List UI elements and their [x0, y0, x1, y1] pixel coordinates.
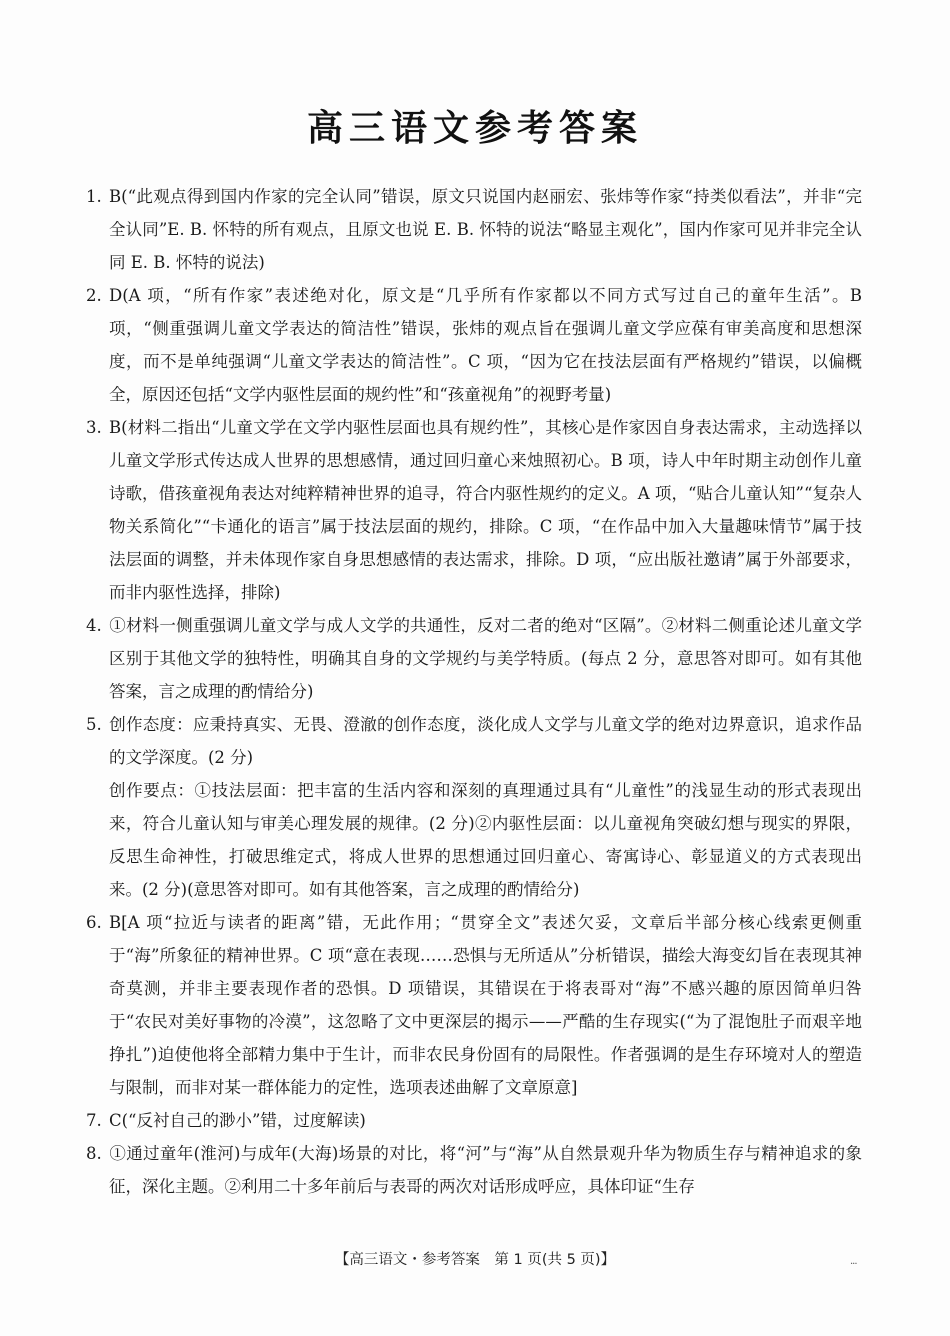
answer-number: 5. [86, 715, 102, 734]
page-title: 高三语文参考答案 [306, 108, 643, 149]
answer-item-8 [86, 1137, 862, 1203]
answer-item-1 [86, 180, 862, 279]
answer-text: ①材料一侧重强调儿童文学与成人文学的共通性，反对二者的绝对“区隔”。②材料二侧重论述儿童文学区别于其他文学的独特性，明确其自身的文学规约与美学特质。(每点 2 分，意思答对即可。如有其他答案，言之成理的酌情给分) [109, 616, 862, 701]
answer-item-3 [86, 411, 862, 609]
answer-text: 创作态度：应秉持真实、无畏、澄澈的创作态度，淡化成人文学与儿童文学的绝对边界意识，追求作品的文学深度。(2 分) [109, 715, 862, 767]
answer-number: 4. [86, 616, 102, 635]
answer-item-5 [86, 708, 862, 774]
answer-text: B(材料二指出“儿童文学在文学内驱性层面也具有规约性”，其核心是作家因自身表达需求，主动选择以儿童文学形式传达成人世界的思想感情，通过回归童心来烛照初心。B 项，诗人中年时期主动创作儿童诗歌，借孩童视角表达对纯粹精神世界的追寻，符合内驱性规约的定义。A 项，“贴合儿童认知”“复杂人物关系简化”“卡通化的语言”属于技法层面的规约，排除。C 项，“在作品中加入大量趣味情节”属于技法层面的调整，并未体现作家自身思想感情的表达需求，排除。D 项，“应出版社邀请”属于外部要求，而非内驱性选择，排除) [109, 418, 862, 602]
answer-number: 7. [86, 1111, 102, 1130]
answer-item-2 [86, 279, 862, 411]
footer-mark: ... [850, 1256, 857, 1267]
answer-text: C(“反衬自己的渺小”错，过度解读) [109, 1111, 366, 1130]
answer-number: 8. [86, 1144, 102, 1163]
answer-text: B[A 项“拉近与读者的距离”错，无此作用；“贯穿全文”表述欠妥，文章后半部分核心线索更侧重于“海”所象征的精神世界。C 项“意在表现……恐惧与无所适从”分析错误，描绘大海变幻旨在表现其神奇莫测，并非主要表现作者的恐惧。D 项错误，其错误在于将表哥对“海”不感兴趣的原因简单归咎于“农民对美好事物的冷漠”，这忽略了文中更深层的揭示——严酷的生存现实(“为了混饱肚子而艰辛地挣扎”)迫使他将全部精力集中于生计，而非农民身份固有的局限性。作者强调的是生存环境对人的塑造与限制，而非对某一群体能力的定性，选项表述曲解了文章原意] [109, 913, 862, 1097]
answer-text: ①通过童年(淮河)与成年(大海)场景的对比，将“河”与“海”从自然景观升华为物质生存与精神追求的象征，深化主题。②利用二十多年前后与表哥的两次对话形成呼应，具体印证“生存 [109, 1144, 862, 1196]
answer-text: B(“此观点得到国内作家的完全认同”错误，原文只说国内赵丽宏、张炜等作家“持类似看法”，并非“完全认同”E. B. 怀特的所有观点，且原文也说 E. B. 怀特的说法“略显主观化”，国内作家可见并非完全认同 E. B. 怀特的说法) [109, 187, 862, 272]
answer-number: 3. [86, 418, 102, 437]
answer-list [86, 180, 862, 1203]
page-footer: 【高三语文・参考答案 第 1 页(共 5 页)】 [334, 1252, 616, 1268]
answer-item-6 [86, 906, 862, 1104]
answer-item-4 [86, 609, 862, 708]
answer-item-7 [86, 1104, 862, 1137]
answer-number: 6. [86, 913, 102, 932]
answer-number: 1. [86, 187, 102, 206]
answer-number: 2. [86, 286, 102, 305]
answer-text: D(A 项，“所有作家”表述绝对化，原文是“几乎所有作家都以不同方式写过自己的童年生活”。B 项，“侧重强调儿童文学表达的简洁性”错误，张炜的观点旨在强调儿童文学应葆有审美高度和思想深度，而不是单纯强调“儿童文学表达的简洁性”。C 项，“因为它在技法层面有严格规约”错误，以偏概全，原因还包括“文学内驱性层面的规约性”和“孩童视角”的视野考量) [109, 286, 862, 404]
answer-item-5-continuation: 创作要点：①技法层面：把丰富的生活内容和深刻的真理通过具有“儿童性”的浅显生动的形式表现出来，符合儿童认知与审美心理发展的规律。(2 分)②内驱性层面：以儿童视角突破幻想与现实的界限，反思生命神性，打破思维定式，将成人世界的思想通过回归童心、寄寓诗心、彰显道义的方式表现出来。(2 分)(意思答对即可。如有其他答案，言之成理的酌情给分) [109, 781, 862, 899]
